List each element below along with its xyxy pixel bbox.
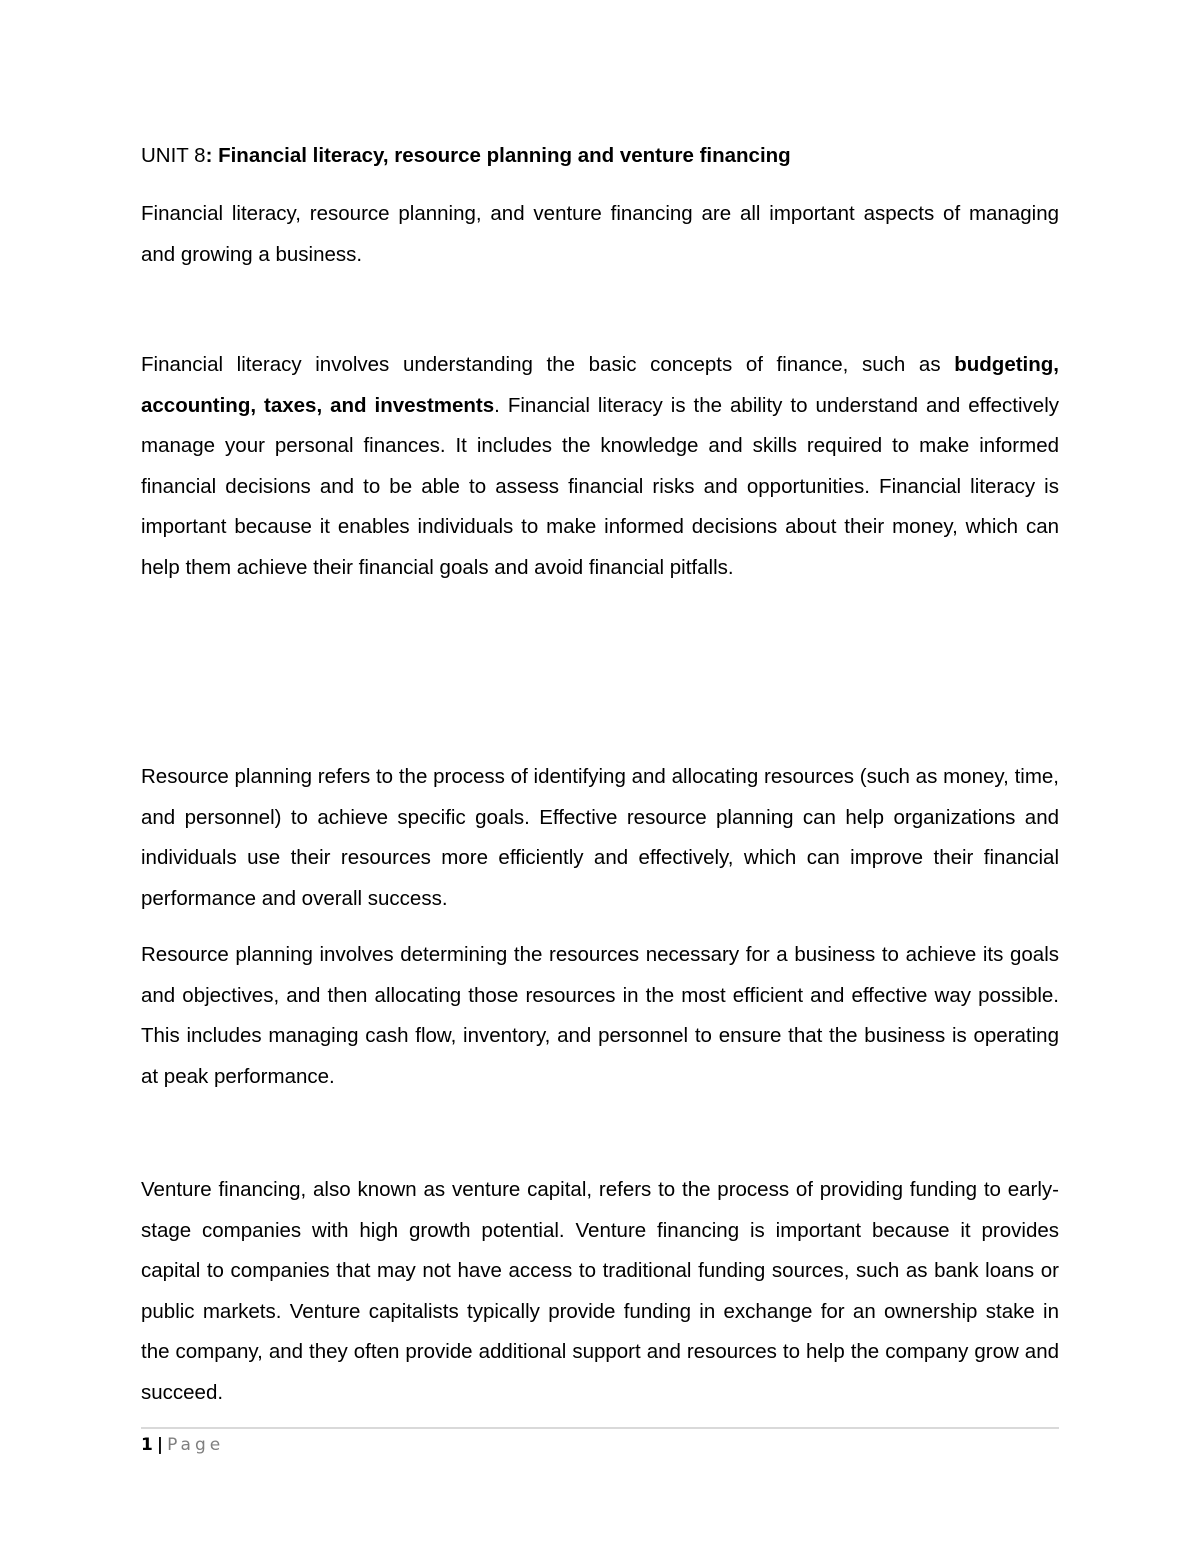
- financial-literacy-rest: . Financial literacy is the ability to understand and effectively manage your personal finances. It includes the knowledge and skills required to make informed financial decisions and to be able to assess financial risks and opportunities. Financial literacy is important because it enables individuals to make informed decisions about their money, which can help them achieve their financial goals and avoid financial pitfalls.: [141, 393, 1059, 579]
- page-number: 1: [141, 1435, 153, 1455]
- resource-planning-paragraph-2: Resource planning involves determining the resources necessary for a business to achieve its goals and objectives, and then allocating those resources in the most efficient and effective way possible. This includes managing cash flow, inventory, and personnel to ensure that the business is operating at peak performance.: [141, 943, 1059, 1088]
- intro-paragraph: Financial literacy, resource planning, and venture financing are all important aspects of managing and growing a business.: [141, 202, 1059, 266]
- financial-literacy-paragraph: [141, 345, 1059, 589]
- title-unit: UNIT 8: [141, 144, 206, 167]
- page-label: Page: [167, 1435, 225, 1455]
- footer-divider: [141, 1427, 1059, 1429]
- footer-separator: |: [156, 1435, 164, 1455]
- resource-planning-paragraph-1: Resource planning refers to the process of identifying and allocating resources (such as money, time, and personnel) to achieve specific goals. Effective resource planning can help organizations and individuals use their resources more efficiently and effectively, which can improve their financial performance and overall success.: [141, 765, 1059, 910]
- page-title: [141, 142, 1059, 170]
- venture-financing-paragraph: Venture financing, also known as venture capital, refers to the process of providing funding to early-stage companies with high growth potential. Venture financing is important because it provides capital to companies that may not have access to traditional funding sources, such as bank loans or public markets. Venture capitalists typically provide funding in exchange for an ownership stake in the company, and they often provide additional support and resources to help the company grow and succeed.: [141, 1178, 1059, 1404]
- page-footer: [141, 1433, 224, 1457]
- heading-container: [141, 142, 1059, 170]
- financial-literacy-key-terms: budgeting, accounting, taxes, and investments: [141, 353, 1059, 417]
- financial-literacy-lead: Financial literacy involves understanding the basic concepts of finance, such as: [141, 353, 955, 376]
- title-text: : Financial literacy, resource planning and venture financing: [205, 144, 791, 167]
